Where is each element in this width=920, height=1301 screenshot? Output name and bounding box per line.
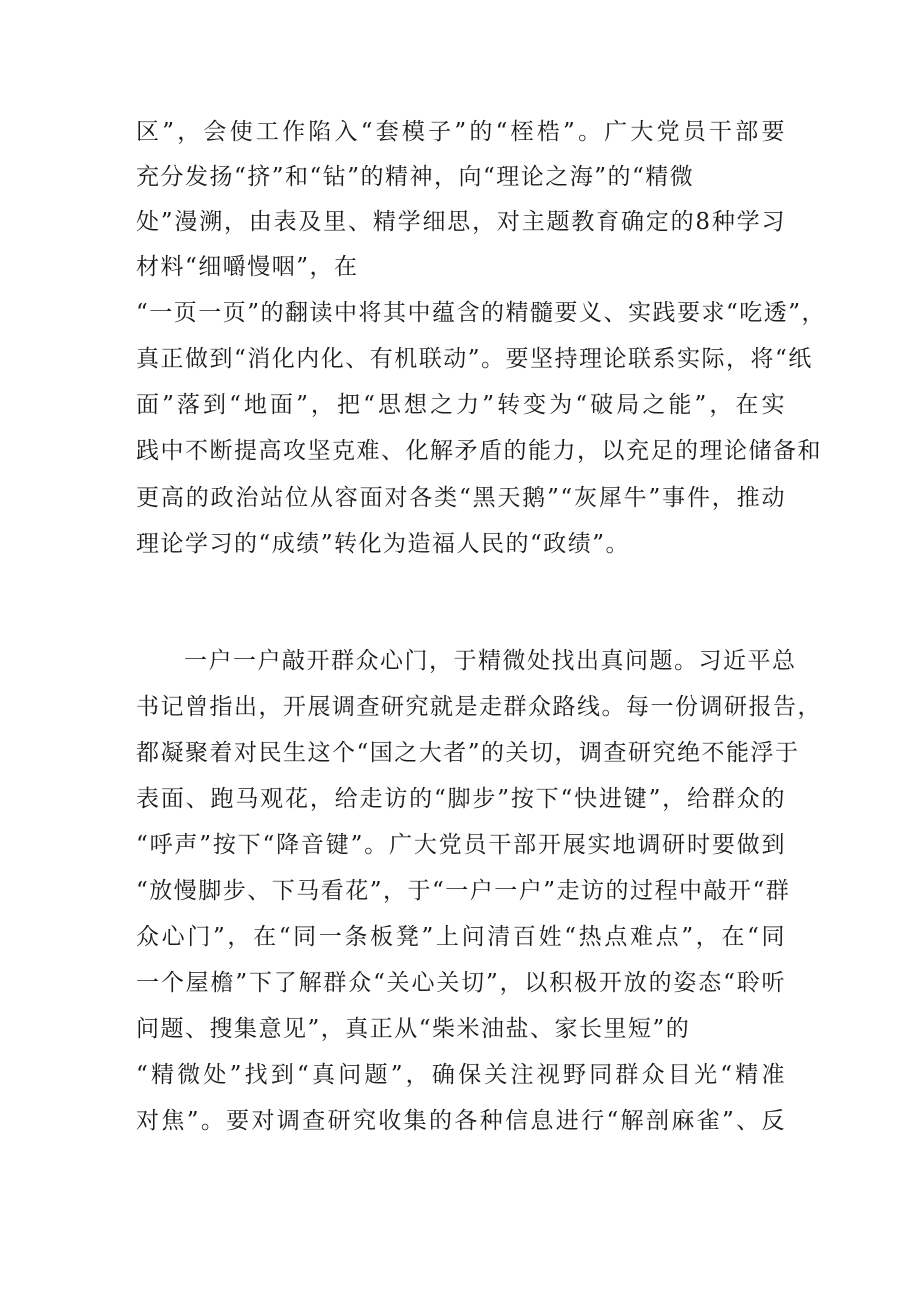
text-line: “呼声”按下“降音键”。广大党员干部开展实地调研时要做到 bbox=[136, 832, 786, 858]
text-line: 处”漫溯，由表及里、精学细思，对主题教育确定的8种学习 bbox=[136, 209, 786, 235]
text-line: 真正做到“消化内化、有机联动”。要坚持理论联系实际，将“纸 bbox=[136, 346, 813, 372]
text-line: 区”，会使工作陷入“套模子”的“桎梏”。广大党员干部要 bbox=[136, 119, 786, 145]
text-line: 问题、搜集意见”，真正从“柴米油盐、家长里短”的 bbox=[136, 1016, 691, 1042]
text-line: 表面、跑马观花，给走访的“脚步”按下“快进键”，给群众的 bbox=[136, 786, 786, 812]
text-line: 一户一户敲开群众心门，于精微处找出真问题。习近平总 bbox=[184, 648, 797, 674]
text-line: 书记曾指出，开展调查研究就是走群众路线。每一份调研报告， bbox=[136, 694, 822, 720]
text-line: “放慢脚步、下马看花”，于“一户一户”走访的过程中敲开“群 bbox=[136, 878, 791, 904]
text-line: 充分发扬“挤”和“钻”的精神，向“理论之海”的“精微 bbox=[136, 164, 695, 190]
text-line: “一页一页”的翻读中将其中蕴含的精髓要义、实践要求“吃透”， bbox=[136, 300, 827, 326]
text-line: 理论学习的“成绩”转化为造福人民的“政绩”。 bbox=[136, 531, 631, 557]
text-line: 都凝聚着对民生这个“国之大者”的关切，调查研究绝不能浮于 bbox=[136, 740, 800, 766]
text-line: “精微处”找到“真问题”，确保关注视野同群众目光“精准 bbox=[136, 1062, 786, 1088]
text-line: 面”落到“地面”，把“思想之力”转变为“破局之能”，在实 bbox=[136, 392, 786, 418]
text-line: 材料“细嚼慢咽”，在 bbox=[136, 254, 359, 280]
text-line: 众心门”，在“同一条板凳”上问清百姓“热点难点”，在“同 bbox=[136, 924, 786, 950]
text-line: 一个屋檐”下了解群众“关心关切”，以积极开放的姿态“聆听 bbox=[136, 970, 786, 996]
text-line: 对焦”。要对调查研究收集的各种信息进行“解剖麻雀”、反 bbox=[136, 1108, 786, 1134]
text-line: 更高的政治站位从容面对各类“黑天鹅”“灰犀牛”事件，推动 bbox=[136, 485, 786, 511]
text-line: 践中不断提高攻坚克难、化解矛盾的能力，以充足的理论储备和 bbox=[136, 438, 822, 464]
